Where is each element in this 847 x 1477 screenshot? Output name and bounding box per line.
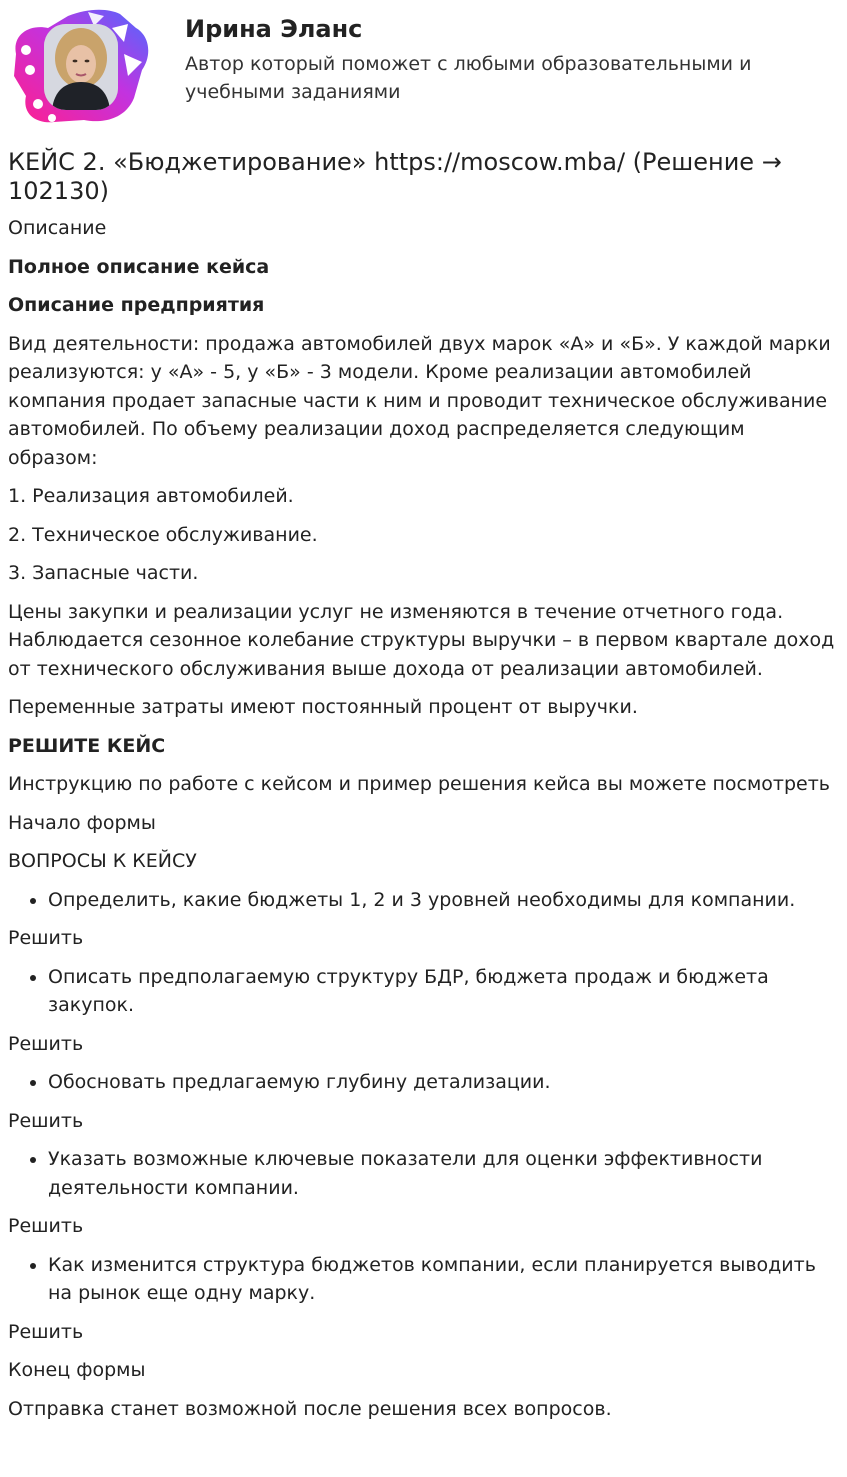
prices-text: Цены закупки и реализации услуг не изменяются в течение отчетного года. Наблюдается сезонное колебание структуры выручки – в первом квартале доход от технического обслуживания выше дохода от реализации автомобилей. — [8, 600, 835, 680]
instructions-text: Инструкцию по работе с кейсом и пример решения кейса вы можете посмотреть — [8, 773, 831, 795]
solve-button[interactable]: Решить — [8, 1109, 84, 1132]
author-header — [8, 6, 839, 126]
author-name[interactable]: Ирина Эланс — [185, 15, 363, 43]
author-description: Автор который поможет с любыми образовательными и учебными заданиями — [185, 53, 752, 103]
submit-note: Отправка станет возможной после решения всех вопросов. — [8, 1397, 612, 1420]
question-list — [8, 886, 839, 915]
avatar[interactable] — [8, 6, 152, 126]
question-list — [8, 1145, 839, 1202]
solve-button[interactable]: Решить — [8, 1320, 84, 1343]
full-description-heading: Полное описание кейса — [8, 255, 270, 278]
solve-button[interactable]: Решить — [8, 1215, 84, 1237]
question-item: • Обосновать предлагаемую глубину детализации. — [48, 1068, 839, 1097]
question-list — [8, 1068, 839, 1097]
solve-heading: РЕШИТЕ КЕЙС — [8, 734, 166, 757]
description-label: Описание — [8, 217, 107, 239]
income-item: 1. Реализация автомобилей. — [8, 485, 294, 507]
form-end: Конец формы — [8, 1359, 146, 1381]
question-list — [8, 1251, 839, 1308]
solve-button[interactable]: Решить — [8, 927, 84, 949]
question-item: • Определить, какие бюджеты 1, 2 и 3 уровней необходимы для компании. — [48, 886, 839, 915]
form-start: Начало формы — [8, 811, 156, 834]
question-item: • Указать возможные ключевые показатели для оценки эффективности деятельности компании. — [48, 1145, 839, 1202]
enterprise-text: Вид деятельности: продажа автомобилей двух марок «А» и «Б». У каждой марки реализуются: у «А» - 5, у «Б» - 3 модели. Кроме реализации автомобилей компания продает запасные части к ним и проводит техническое обслуживание автомобилей. По объему реализации доход распределяется следующим образом: — [8, 332, 831, 469]
questions-heading: ВОПРОСЫ К КЕЙСУ — [8, 850, 197, 872]
variable-costs-text: Переменные затраты имеют постоянный процент от выручки. — [8, 696, 638, 718]
solve-button[interactable]: Решить — [8, 1032, 84, 1055]
case-title: КЕЙС 2. «Бюджетирование» https://moscow.mba/ (Решение → 102130) — [8, 148, 782, 205]
question-item: • Как изменится структура бюджетов компании, если планируется выводить на рынок еще одну марку. — [48, 1251, 839, 1308]
income-item: 3. Запасные части. — [8, 562, 199, 584]
question-item: • Описать предполагаемую структуру БДР, бюджета продаж и бюджета закупок. — [48, 963, 839, 1020]
case-content — [8, 148, 839, 1433]
income-item: 2. Техническое обслуживание. — [8, 523, 318, 546]
author-avatar-photo — [8, 6, 152, 126]
question-list — [8, 963, 839, 1020]
enterprise-heading: Описание предприятия — [8, 294, 265, 316]
